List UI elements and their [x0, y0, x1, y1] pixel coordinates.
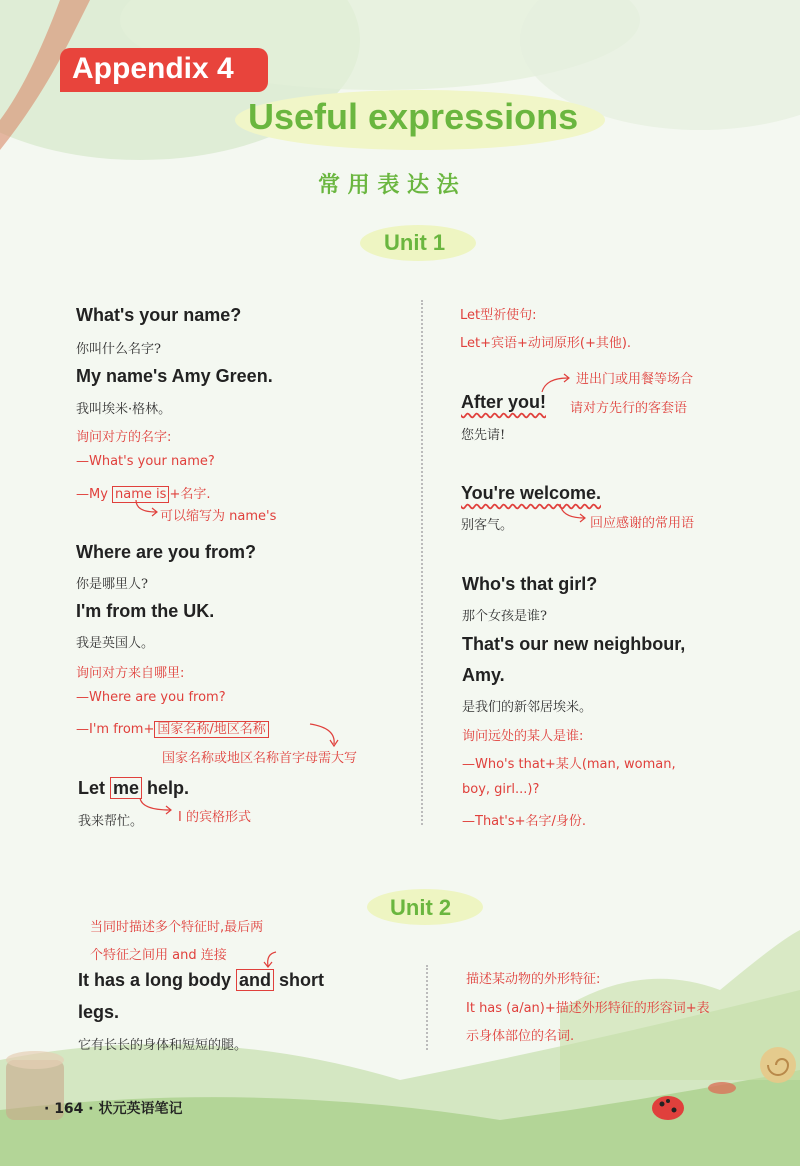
answer-translation: 是我们的新邻居埃米。 — [462, 700, 593, 715]
note-line: 示身体部位的名词. — [466, 1029, 575, 1044]
page-subtitle: 常 用 表 达 法 — [318, 173, 459, 198]
sentence-translation: 您先请! — [461, 428, 506, 443]
sentence-long-body-line2: legs. — [78, 1002, 120, 1022]
arrow-icon — [540, 372, 574, 396]
page-title: Useful expressions — [248, 96, 579, 137]
note-line: boy, girl...)? — [462, 782, 540, 797]
arrow-icon — [136, 796, 176, 818]
sentence-translation: 我来帮忙。 — [78, 814, 144, 829]
book-title: 状元英语笔记 — [98, 1101, 183, 1117]
note-title: 询问对方来自哪里: — [76, 666, 185, 681]
note-line: 个特征之间用 and 连接 — [90, 948, 227, 963]
arrow-note: I 的宾格形式 — [178, 810, 251, 825]
unit1-divider — [421, 300, 423, 825]
arrow-icon — [262, 946, 282, 970]
sentence-text: short — [274, 970, 325, 990]
note-title: 询问对方的名字: — [76, 430, 172, 445]
arrow-note: 国家名称或地区名称首字母需大写 — [162, 751, 358, 766]
note-line: —What's your name? — [76, 454, 215, 469]
note-line: Let+宾语+动词原形(+其他). — [460, 336, 632, 351]
arrow-icon — [132, 498, 162, 518]
note-line: —Where are you from? — [76, 690, 226, 705]
answer-translation: 我叫埃米·格林。 — [76, 402, 172, 417]
arrow-note: 可以缩写为 name's — [160, 509, 277, 524]
question-whos-that-girl: Who's that girl? — [462, 574, 598, 594]
sentence-after-you: After you! — [461, 392, 546, 412]
question-translation: 那个女孩是谁? — [462, 609, 547, 624]
question-where-from: Where are you from? — [76, 542, 257, 562]
sentence-text: It has a long body — [78, 970, 237, 990]
unit1-heading: Unit 1 — [384, 230, 446, 255]
boxed-word: and — [236, 969, 274, 991]
answer-neighbour: That's our new neighbour, — [462, 634, 686, 654]
note-line: It has (a/an)+描述外形特征的形容词+表 — [466, 1001, 710, 1016]
arrow-note: 请对方先行的客套语 — [570, 401, 688, 416]
note-line-country — [76, 718, 269, 737]
arrow-icon — [556, 502, 590, 526]
boxed-phrase: 国家名称/地区名称 — [154, 721, 268, 738]
answer-translation: 我是英国人。 — [76, 636, 155, 651]
question-translation: 你是哪里人? — [76, 577, 148, 592]
arrow-note: 回应感谢的常用语 — [590, 516, 695, 531]
note-line: 当同时描述多个特征时,最后两 — [90, 920, 264, 935]
note-text: —I'm from+ — [76, 722, 155, 737]
question-translation: 你叫什么名字? — [76, 342, 161, 357]
answer-from-uk: I'm from the UK. — [76, 601, 215, 621]
sentence-text: help. — [142, 778, 190, 798]
page-footer — [44, 1098, 182, 1118]
sentence-translation: 它有长长的身体和短短的腿。 — [78, 1038, 248, 1053]
boxed-phrase: name is — [112, 486, 169, 503]
note-title: Let型祈使句: — [460, 308, 537, 323]
boxed-word: me — [110, 777, 142, 799]
note-title: 询问远处的某人是谁: — [462, 729, 584, 744]
sentence-long-body — [78, 970, 324, 991]
note-text: +名字. — [169, 487, 211, 502]
note-text: —My — [76, 487, 113, 502]
sentence-youre-welcome: You're welcome. — [461, 483, 601, 503]
question-whats-your-name: What's your name? — [76, 305, 242, 325]
note-line: —Who's that+某人(man, woman, — [462, 757, 676, 772]
appendix-label: Appendix 4 — [72, 52, 234, 85]
sentence-text: Let — [78, 778, 111, 798]
page-number: · 164 · — [44, 1101, 94, 1117]
sentence-translation: 别客气。 — [461, 518, 514, 533]
answer-my-name: My name's Amy Green. — [76, 366, 273, 386]
unit2-heading: Unit 2 — [390, 895, 452, 920]
note-title: 描述某动物的外形特征: — [466, 972, 601, 987]
arrow-note: 进出门或用餐等场合 — [576, 372, 694, 387]
arrow-icon — [300, 722, 340, 748]
unit2-divider — [426, 965, 428, 1050]
note-line: —That's+名字/身份. — [462, 814, 586, 829]
answer-neighbour-line2: Amy. — [462, 665, 505, 685]
